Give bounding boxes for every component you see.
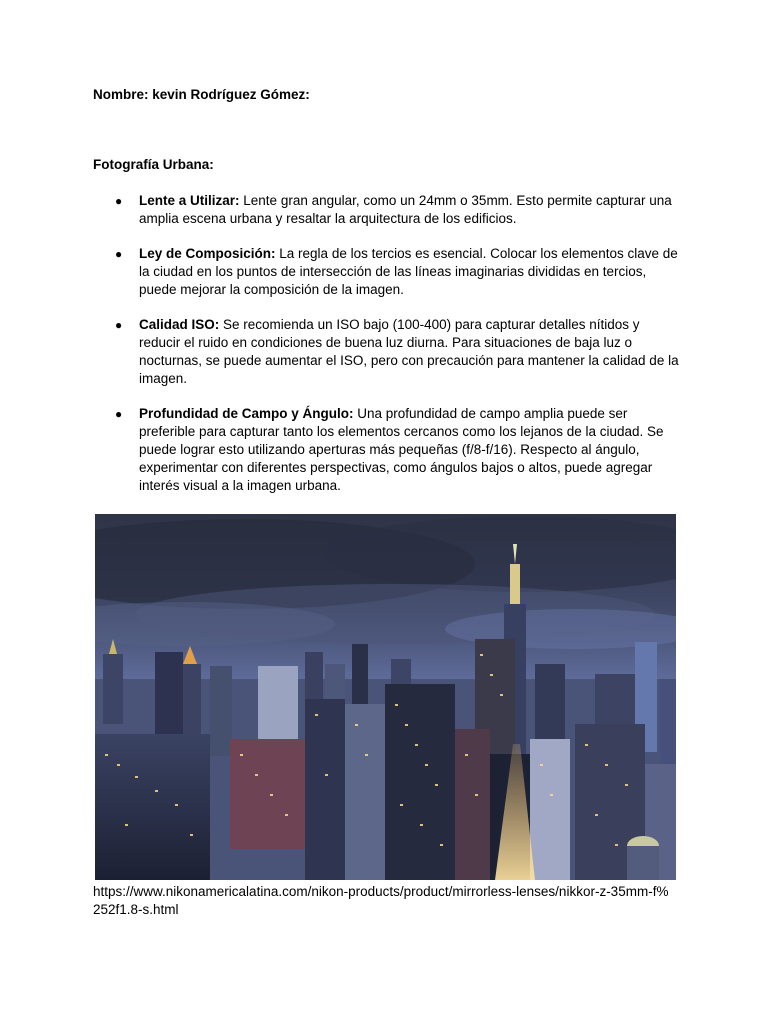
bullet-text: La regla de los tercios es esencial. Colocar los elementos clave de la ciudad en los puntos de intersección de las líneas imaginarias divididas en tercios, puede mejorar la composición de la imagen.	[139, 246, 678, 297]
bullet-icon: ●	[115, 247, 123, 261]
bullet-text: Lente gran angular, como un 24mm o 35mm. Esto permite capturar una amplia escena urbana y resaltar la arquitectura de los edificios.	[139, 193, 672, 226]
bullet-icon: ●	[115, 318, 123, 332]
list-item	[93, 316, 683, 388]
list-item	[93, 192, 683, 228]
bullet-term: Lente a Utilizar:	[139, 193, 240, 208]
image-source-url: https://www.nikonamericalatina.com/nikon-products/product/mirrorless-lenses/nikkor-z-35mm-f%252f1.8-s.html	[93, 884, 669, 917]
bullet-icon: ●	[115, 194, 123, 208]
bullet-term: Ley de Composición:	[139, 246, 276, 261]
list-item	[93, 405, 683, 495]
bullet-term: Calidad ISO:	[139, 317, 220, 332]
student-name: Nombre: kevin Rodríguez Gómez:	[93, 87, 310, 102]
list-item	[93, 245, 683, 299]
bullet-text: Una profundidad de campo amplia puede ser preferible para capturar tanto los elementos cercanos como los lejanos de la ciudad. Se puede lograr esto utilizando aperturas más pequeñas (f/8-f/16). Respecto al ángulo, experimentar con diferentes perspectivas, como ángulos bajos o altos, puede agregar interés visual a la imagen urbana.	[139, 406, 664, 493]
section-title: Fotografía Urbana:	[93, 157, 214, 172]
city-skyline-photo	[95, 514, 676, 880]
bullet-text: Se recomienda un ISO bajo (100-400) para capturar detalles nítidos y reducir el ruido en condiciones de buena luz diurna. Para situaciones de baja luz o nocturnas, se puede aumentar el ISO, pero con precaución para mantener la calidad de la imagen.	[139, 317, 679, 386]
bullet-icon: ●	[115, 407, 123, 421]
tips-list	[93, 192, 683, 512]
bullet-term: Profundidad de Campo y Ángulo:	[139, 406, 354, 421]
